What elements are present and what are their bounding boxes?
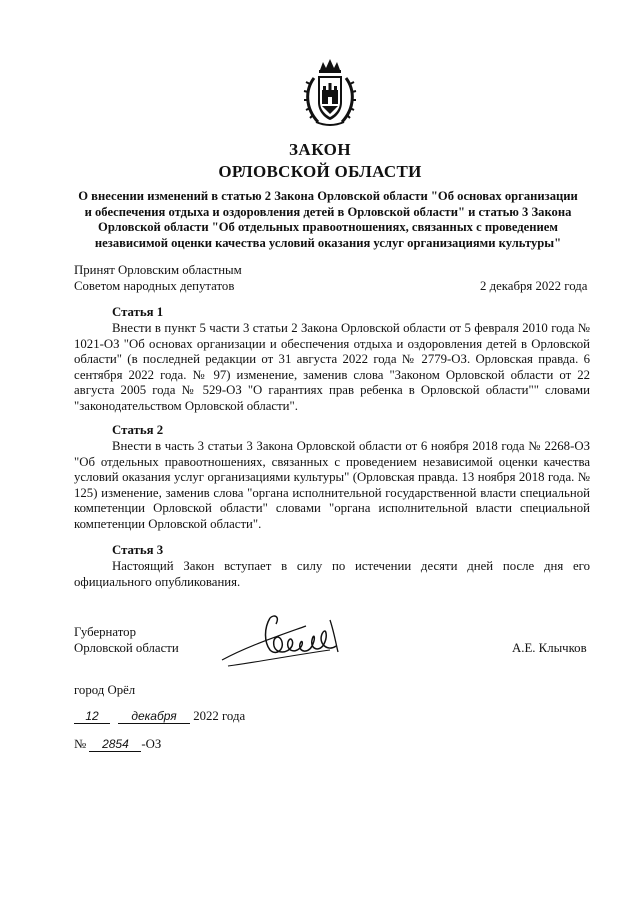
signatory-position-line2: Орловской области (74, 641, 179, 655)
law-subject-line: Орловской области "Об отдельных правоотношениях, связанных с проведением (98, 220, 558, 234)
law-number-value: 2854 (89, 737, 141, 752)
coat-of-arms-emblem (302, 56, 358, 130)
law-number-prefix: № (74, 737, 87, 751)
signing-date-year: 2022 года (193, 709, 246, 723)
article-3-text: Настоящий Закон вступает в силу по истечении десяти дней после дня его официального опубликования. (74, 559, 590, 589)
law-subject-line: и обеспечения отдыха и оздоровления детей в Орловской области" и статью 3 Закона (84, 204, 572, 219)
signing-date (74, 709, 245, 724)
signing-date-day: 12 (74, 709, 110, 724)
document-title: ЗАКОН (288, 140, 352, 159)
article-2-heading: Статья 2 (112, 423, 164, 437)
article-3-heading: Статья 3 (112, 543, 164, 557)
law-subject-line: О внесении изменений в статью 2 Закона Орловской области "Об основах организации (78, 189, 578, 203)
handwritten-signature (218, 606, 358, 678)
adoption-date: 2 декабря 2022 года (480, 279, 588, 293)
law-subject-line: независимой оценки качества условий оказания услуг организациями культуры" (94, 235, 562, 250)
law-number-suffix: -ОЗ (141, 737, 162, 751)
adopted-by-line1: Принят Орловским областным (74, 263, 242, 277)
article-1-heading: Статья 1 (112, 305, 164, 319)
law-number (74, 737, 161, 752)
adopted-by-line2: Советом народных депутатов (74, 279, 235, 293)
signatory-name: А.Е. Клычков (512, 641, 587, 655)
signing-date-month: декабря (118, 709, 190, 724)
document-region: ОРЛОВСКОЙ ОБЛАСТИ (218, 162, 422, 181)
article-1-text: Внести в пункт 5 части 3 статьи 2 Закона Орловской области от 5 февраля 2010 года № 1021-ОЗ "Об основах организации и обеспечения отдыха и оздоровления детей в Орловской области" (в последней редакции от 31 августа 2022 года № 2779-ОЗ. Орловская правда. 6 сентября 2022 года. № 97) изменение, заменив слова "Законом Орловской области от 22 августа 2005 года № 529-ОЗ "О гарантиях прав ребенка в Орловской области"" словами "законодательством Орловской области". (74, 321, 590, 413)
signatory-position-line1: Губернатор (74, 625, 136, 639)
law-subject (62, 189, 594, 251)
article-2-text: Внести в часть 3 статьи 3 Закона Орловской области от 6 ноября 2018 года № 2268-ОЗ "Об отдельных правоотношениях, связанных с проведением независимой оценки качества условий оказания услуг организациями культуры" (Орловская правда. 13 ноября 2018 года. № 125) изменение, заменив слова "органа исполнительной государственной власти специальной компетенции Орловской области" словами "органа исполнительной власти специальной компетенции Орловской области". (74, 439, 590, 531)
place-of-signing: город Орёл (74, 683, 136, 697)
